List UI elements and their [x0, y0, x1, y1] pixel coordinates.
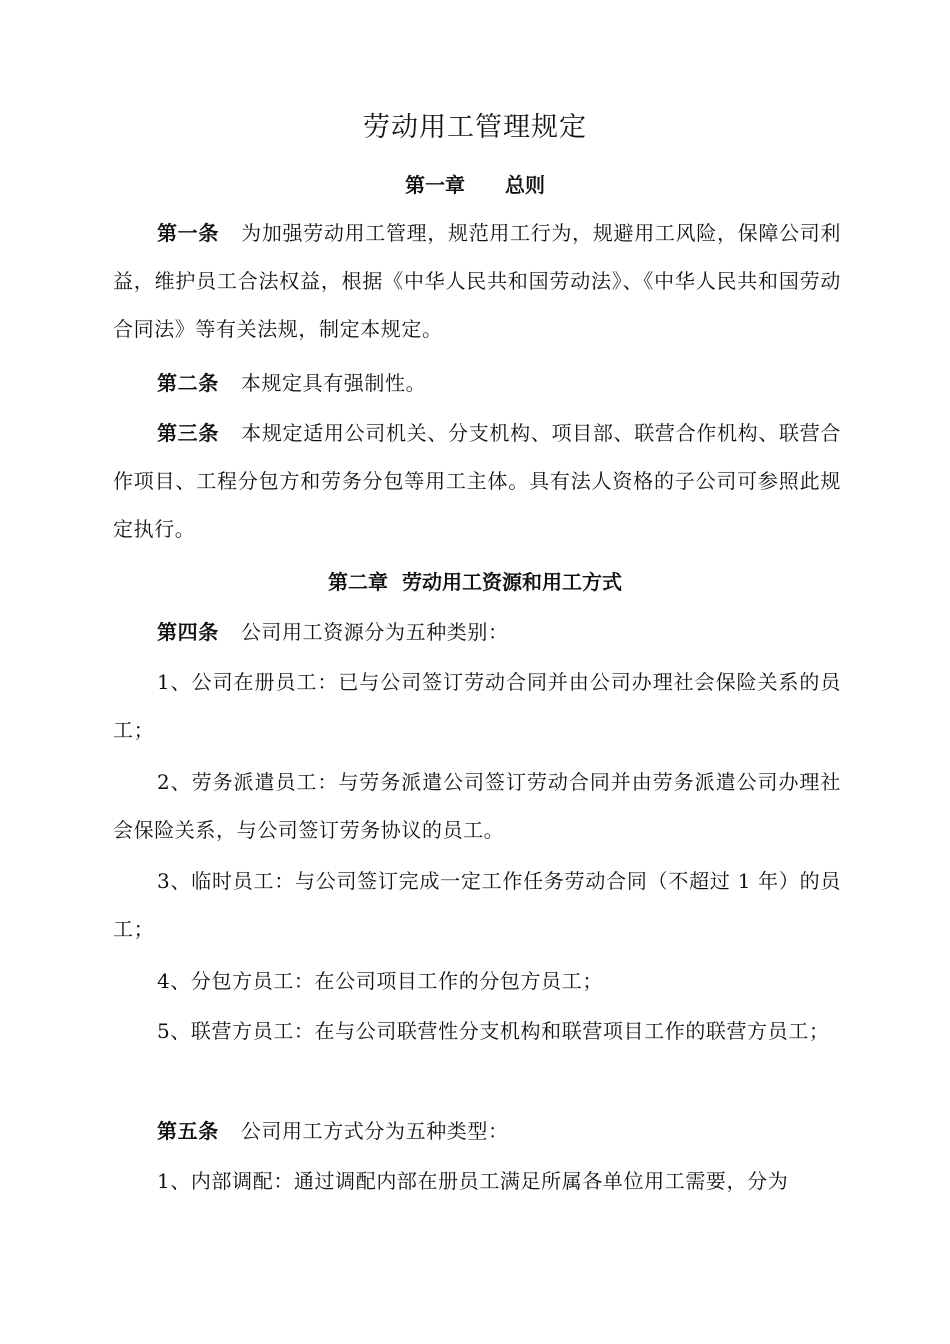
article-paragraph: [113, 1107, 841, 1155]
article-paragraph: [113, 209, 841, 353]
chapter-number: 第一章: [405, 173, 465, 197]
article-label: 第二条: [157, 371, 219, 395]
chapter-heading: [0, 567, 950, 597]
article-paragraph: [113, 608, 841, 656]
list-item: 1、内部调配：通过调配内部在册员工满足所属各单位用工需要，分为: [157, 1169, 789, 1193]
article-text: 为加强劳动用工管理，规范用工行为，规避用工风险，保障公司利益，维护员工合法权益，根据《中华人民共和国劳动法》、《中华人民共和国劳动合同法》等有关法规，制定本规定。: [113, 221, 841, 341]
list-item: 2、劳务派遣员工：与劳务派遣公司签订劳动合同并由劳务派遣公司办理社会保险关系，与公司签订劳务协议的员工。: [113, 770, 841, 842]
chapter-name: 劳动用工资源和用工方式: [402, 570, 622, 594]
article-label: 第五条: [157, 1119, 219, 1143]
article-paragraph: [113, 409, 841, 553]
list-item: 5、联营方员工：在与公司联营性分支机构和联营项目工作的联营方员工；: [157, 1019, 830, 1043]
document-title: 劳动用工管理规定: [363, 112, 587, 143]
list-item: 1、公司在册员工：已与公司签订劳动合同并由公司办理社会保险关系的员工；: [113, 670, 841, 742]
chapter-number: 第二章: [328, 570, 388, 594]
article-text: 公司用工资源分为五种类别：: [240, 620, 509, 644]
article-label: 第一条: [157, 221, 220, 245]
article-paragraph: [113, 359, 841, 407]
chapter-name: 总则: [505, 173, 545, 197]
article-text: 公司用工方式分为五种类型：: [240, 1119, 509, 1143]
list-item: 3、临时员工：与公司签订完成一定工作任务劳动合同（不超过 1 年）的员工；: [113, 869, 841, 941]
article-text: 本规定具有强制性。: [240, 371, 427, 395]
article-text: 本规定适用公司机关、分支机构、项目部、联营合作机构、联营合作项目、工程分包方和劳务分包等用工主体。具有法人资格的子公司可参照此规定执行。: [113, 421, 841, 541]
article-label: 第四条: [157, 620, 219, 644]
article-label: 第三条: [157, 421, 220, 445]
chapter-heading: [0, 170, 950, 200]
list-item: 4、分包方员工：在公司项目工作的分包方员工；: [157, 969, 603, 993]
